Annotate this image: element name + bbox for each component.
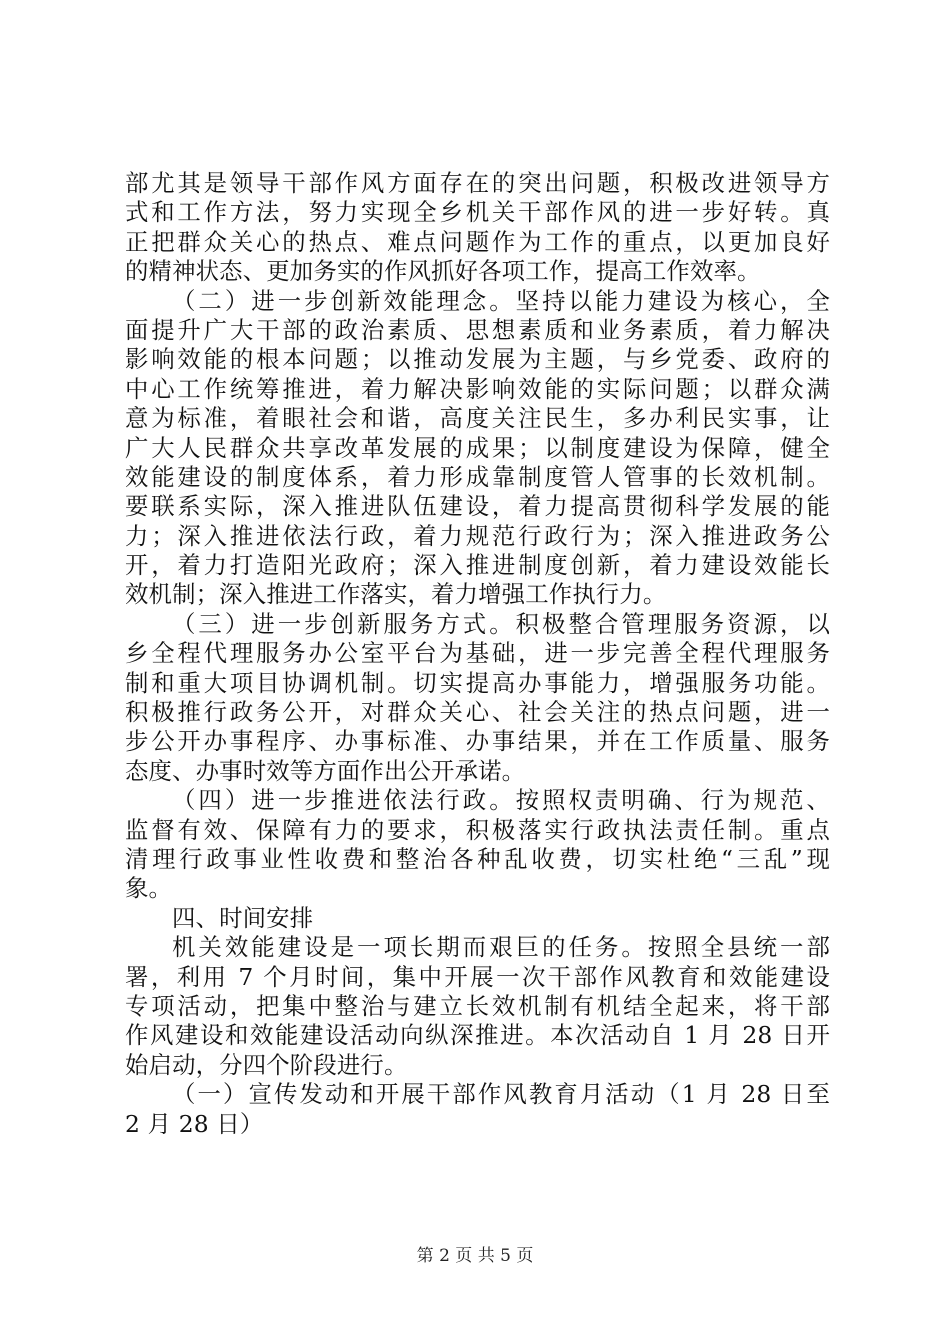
text-line: 积极推行政务公开，对群众关心、社会关注的热点问题，进一 [125,698,830,727]
text-line: 式和工作方法，努力实现全乡机关干部作风的进一步好转。真 [125,198,830,227]
text-line: （一）宣传发动和开展干部作风教育月活动（1 月 28 日至 [172,1080,830,1109]
text-line: 制和重大项目协调机制。切实提高办事能力，增强服务功能。 [125,668,830,697]
text-line: 监督有效、保障有力的要求，积极落实行政执法责任制。重点 [125,815,830,844]
text-line: （三）进一步创新服务方式。积极整合管理服务资源，以 [172,609,830,638]
text-line: 象。 [125,874,173,903]
text-line: 清理行政事业性收费和整治各种乱收费，切实杜绝“三乱”现 [125,844,830,873]
text-line: 中心工作统筹推进，着力解决影响效能的实际问题；以群众满 [125,374,830,403]
text-line: 机关效能建设是一项长期而艰巨的任务。按照全县统一部 [172,933,830,962]
text-line: 署，利用 7 个月时间，集中开展一次干部作风教育和效能建设 [125,962,830,991]
text-line: 效机制；深入推进工作落实，着力增强工作执行力。 [125,580,667,609]
text-line: 的精神状态、更加务实的作风抓好各项工作，提高工作效率。 [125,257,761,286]
text-line: 要联系实际，深入推进队伍建设，着力提高贯彻科学发展的能 [125,492,830,521]
text-line: （二）进一步创新效能理念。坚持以能力建设为核心，全 [172,286,830,315]
text-line: 力；深入推进依法行政，着力规范行政行为；深入推进政务公 [125,521,830,550]
text-line: 正把群众关心的热点、难点问题作为工作的重点，以更加良好 [125,227,830,256]
text-line: 效能建设的制度体系，着力形成靠制度管人管事的长效机制。 [125,462,830,491]
text-line: 始启动，分四个阶段进行。 [125,1050,408,1079]
text-line: 步公开办事程序、办事标准、办事结果，并在工作质量、服务 [125,727,830,756]
text-line: 开，着力打造阳光政府；深入推进制度创新，着力建设效能长 [125,551,830,580]
text-line: 作风建设和效能建设活动向纵深推进。本次活动自 1 月 28 日开 [125,1021,830,1050]
text-line: 面提升广大干部的政治素质、思想素质和业务素质，着力解决 [125,315,830,344]
text-line: 乡全程代理服务办公室平台为基础，进一步完善全程代理服务 [125,639,830,668]
document-body [125,169,830,1139]
text-line: （四）进一步推进依法行政。按照权责明确、行为规范、 [172,786,830,815]
text-line: 广大人民群众共享改革发展的成果；以制度建设为保障，健全 [125,433,830,462]
text-line: 影响效能的根本问题；以推动发展为主题，与乡党委、政府的 [125,345,830,374]
text-line: 意为标准，着眼社会和谐，高度关注民生，多办利民实事，让 [125,404,830,433]
text-line: 专项活动，把集中整治与建立长效机制有机结全起来，将干部 [125,991,830,1020]
text-line: 四、时间安排 [172,903,314,932]
text-line: 2 月 28 日） [125,1109,264,1138]
text-line: 部尤其是领导干部作风方面存在的突出问题，积极改进领导方 [125,169,830,197]
page-number-footer: 第 2 页 共 5 页 [416,1246,534,1266]
text-line: 态度、办事时效等方面作出公开承诺。 [125,756,526,785]
